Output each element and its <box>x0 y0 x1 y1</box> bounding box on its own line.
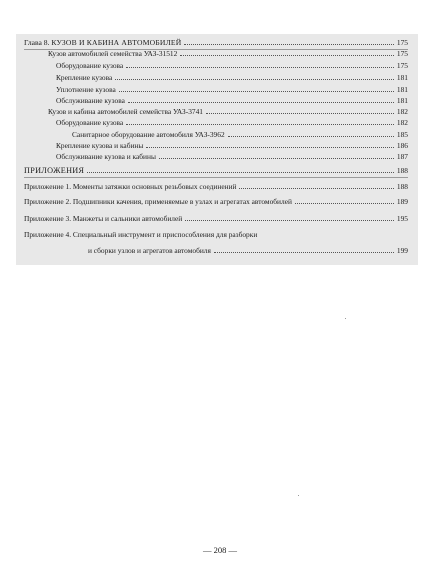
page-number: 195 <box>396 214 408 223</box>
chapter-label: Глава 8. <box>24 38 50 47</box>
toc-entry-uaz3741-body-cab[interactable] <box>48 107 408 117</box>
entry-text: Кузов автомобилей семейства УАЗ-31512 <box>48 49 178 58</box>
toc-entry-body-maintenance[interactable] <box>56 96 408 106</box>
entry-text: Обслуживание кузова <box>56 96 125 105</box>
scan-speck <box>345 318 346 319</box>
entry-text: Оборудование кузова <box>56 118 124 127</box>
chapter-title: КУЗОВ И КАБИНА АВТОМОБИЛЕЙ <box>51 38 182 47</box>
page-number: 175 <box>396 49 408 58</box>
dot-leader <box>119 91 394 92</box>
dot-leader <box>185 220 394 221</box>
toc-entry-body-equipment[interactable] <box>56 61 408 71</box>
dot-leader <box>228 136 394 137</box>
entry-text: Санитарное оборудование автомобиля УАЗ-3962 <box>72 130 225 139</box>
entry-text: Уплотнение кузова <box>56 85 116 94</box>
toc-entry-sanitary-equipment[interactable] <box>72 130 408 140</box>
dot-leader <box>184 44 393 45</box>
entry-text: Приложение 1. Моменты затяжки основных резьбовых соединений <box>24 182 237 191</box>
toc-entry-uaz31512-body[interactable] <box>48 49 408 59</box>
dot-leader <box>128 102 394 103</box>
page-number: 175 <box>396 38 408 47</box>
toc-appendix-3[interactable] <box>24 214 408 224</box>
toc-entry-body-cab-mounting[interactable] <box>56 141 408 151</box>
dot-leader <box>295 203 394 204</box>
entry-text: Кузов и кабина автомобилей семейства УАЗ-3741 <box>48 107 203 116</box>
page-number: 188 <box>396 166 408 175</box>
page-number: 188 <box>396 182 408 191</box>
dot-leader <box>126 124 394 125</box>
entry-text: Крепление кузова и кабины <box>56 141 144 150</box>
toc-appendix-4[interactable] <box>24 230 257 240</box>
page-number: 182 <box>396 107 408 116</box>
entry-text: Крепление кузова <box>56 73 113 82</box>
toc-entry-body-sealing[interactable] <box>56 85 408 95</box>
page-number: 186 <box>396 141 408 150</box>
page-number: 175 <box>396 61 408 70</box>
page-number: 185 <box>396 130 408 139</box>
entry-text: Приложение 2. Подшипники качения, применяемые в узлах и агрегатах автомобилей <box>24 197 292 206</box>
entry-text: Приложение 4. Специальный инструмент и приспособления для разборки <box>24 230 258 239</box>
page-number: 181 <box>396 96 408 105</box>
toc-chapter-8[interactable] <box>24 38 408 48</box>
dot-leader <box>87 172 394 173</box>
scan-speck <box>298 495 299 496</box>
toc-entry-body-mounting[interactable] <box>56 73 408 83</box>
page-number: 189 <box>396 197 408 206</box>
entry-text: Оборудование кузова <box>56 61 124 70</box>
page-number: 187 <box>396 152 408 161</box>
dot-leader <box>126 67 394 68</box>
dot-leader <box>239 188 393 189</box>
dot-leader <box>146 147 394 148</box>
page-number-footer: — 208 — <box>203 545 237 555</box>
dot-leader <box>180 55 394 56</box>
page-number: 182 <box>396 118 408 127</box>
toc-appendix-2[interactable] <box>24 197 408 207</box>
toc-appendix-4-continued[interactable] <box>88 246 408 256</box>
entry-text: Обслуживание кузова и кабины <box>56 152 156 161</box>
toc-appendices-heading[interactable] <box>24 166 408 176</box>
entry-text: и сборки узлов и агрегатов автомобиля <box>88 246 211 255</box>
toc-entry-body-cab-maintenance[interactable] <box>56 152 408 162</box>
dot-leader <box>159 158 394 159</box>
page-number: 181 <box>396 73 408 82</box>
dot-leader <box>206 113 394 114</box>
appendices-underline <box>24 177 408 178</box>
dot-leader <box>115 79 394 80</box>
table-of-contents <box>16 34 418 265</box>
appendices-heading-text: ПРИЛОЖЕНИЯ <box>24 166 85 175</box>
dot-leader <box>214 252 394 253</box>
toc-appendix-1[interactable] <box>24 182 408 192</box>
toc-entry-body-equipment-2[interactable] <box>56 118 408 128</box>
page-number: 199 <box>396 246 408 255</box>
entry-text: Приложение 3. Манжеты и сальники автомобилей <box>24 214 183 223</box>
page-number: 181 <box>396 85 408 94</box>
